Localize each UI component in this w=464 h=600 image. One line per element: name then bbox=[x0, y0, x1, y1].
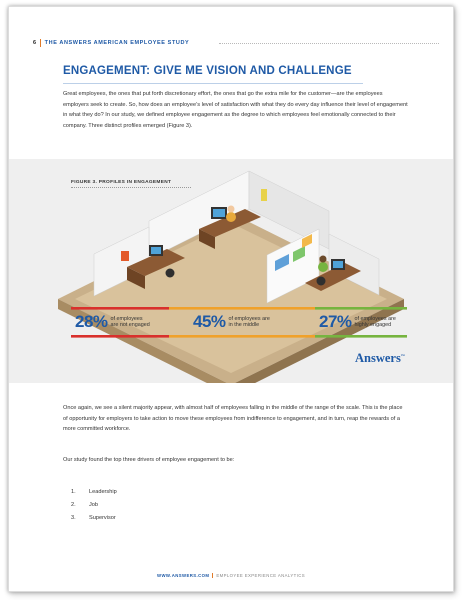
office-cubicles-illustration bbox=[9, 159, 453, 383]
drivers-list bbox=[71, 485, 117, 524]
title-underline bbox=[63, 83, 363, 84]
sticky-note bbox=[261, 189, 267, 201]
engaged-bar-bottom bbox=[315, 335, 407, 338]
document-page bbox=[8, 6, 454, 592]
stat-not-engaged-line2: are not engaged bbox=[110, 322, 150, 328]
list-item-number: 1. bbox=[71, 488, 76, 495]
list-item bbox=[71, 498, 117, 511]
figure-caption: FIGURE 3. PROFILES IN ENGAGEMENT bbox=[71, 180, 172, 185]
monitor-screen-left bbox=[151, 247, 161, 254]
stat-engaged-line1: of employees are bbox=[354, 315, 396, 322]
running-header bbox=[33, 39, 189, 47]
stat-engaged bbox=[319, 312, 396, 332]
monitor-screen-right bbox=[333, 261, 343, 268]
header-dotted-rule bbox=[219, 43, 439, 44]
stat-middle-line1: of employees are bbox=[228, 315, 270, 322]
section-title: ENGAGEMENT: GIVE ME VISION AND CHALLENGE bbox=[63, 65, 352, 77]
body-paragraph-2: Our study found the top three drivers of employee engagement to be: bbox=[63, 457, 235, 463]
sticky-note-red bbox=[121, 251, 129, 261]
employee-back bbox=[226, 212, 236, 222]
answers-logo-text: Answers bbox=[355, 351, 401, 365]
employee-right bbox=[318, 262, 328, 272]
monitor-screen-back bbox=[213, 209, 225, 217]
stat-middle-line2: in the middle bbox=[228, 322, 260, 328]
intro-paragraph: Great employees, the ones that put forth discretionary effort, the ones that go the extra mile for the customer—are the employees employers seek to create. So, how does an employee’s level of satisfaction with what they do every day influence their level of engagement in what they do? In our study, we defined employee engagement as the degree to which employees feel emotionally connected to their company. Three distinct profiles emerged (Figure 3). bbox=[63, 91, 408, 129]
figure-panel bbox=[9, 159, 453, 383]
stat-engaged-percent: 27% bbox=[319, 312, 352, 331]
footer-url-link[interactable]: WWW.ANSWERS.COM bbox=[157, 573, 210, 578]
stat-middle bbox=[193, 312, 270, 332]
empty-chair-left bbox=[166, 269, 175, 278]
stat-middle-percent: 45% bbox=[193, 312, 226, 331]
header-divider bbox=[40, 39, 41, 47]
stat-engaged-line2: highly engaged bbox=[354, 322, 392, 328]
list-item bbox=[71, 485, 117, 498]
stat-not-engaged-percent: 28% bbox=[75, 312, 108, 331]
not-engaged-bar-bottom bbox=[71, 335, 169, 338]
page-number: 6 bbox=[33, 40, 37, 46]
employee-right-head bbox=[320, 256, 327, 263]
employee-back-head bbox=[228, 206, 235, 213]
list-item bbox=[71, 511, 117, 524]
body-paragraph-1: Once again, we see a silent majority appear, with almost half of employees falling in the middle of the range of the scale. This is the place of opportunity for employers to take action to move these employees from indifference to engagement, and in turn, reap the rewards of a more committed workforce. bbox=[63, 405, 403, 433]
page-footer bbox=[9, 573, 453, 578]
stat-not-engaged-line1: of employees bbox=[110, 315, 143, 322]
middle-bar-bottom bbox=[169, 335, 315, 338]
list-item-number: 2. bbox=[71, 501, 76, 508]
middle-bar-top bbox=[169, 307, 315, 310]
engaged-bar-top bbox=[315, 307, 407, 310]
list-item-label: Job bbox=[89, 501, 99, 508]
stat-not-engaged bbox=[75, 312, 150, 332]
chair-right bbox=[317, 277, 326, 286]
footer-divider bbox=[212, 573, 213, 578]
answers-logo bbox=[355, 351, 405, 366]
list-item-label: Supervisor bbox=[89, 514, 116, 521]
answers-logo-trademark: ™ bbox=[400, 352, 405, 358]
list-item-label: Leadership bbox=[89, 488, 117, 495]
not-engaged-bar-top bbox=[71, 307, 169, 310]
list-item-number: 3. bbox=[71, 514, 76, 521]
running-title: THE ANSWERS AMERICAN EMPLOYEE STUDY bbox=[44, 40, 190, 46]
footer-tagline: EMPLOYEE EXPERIENCE ANALYTICS bbox=[216, 573, 305, 578]
